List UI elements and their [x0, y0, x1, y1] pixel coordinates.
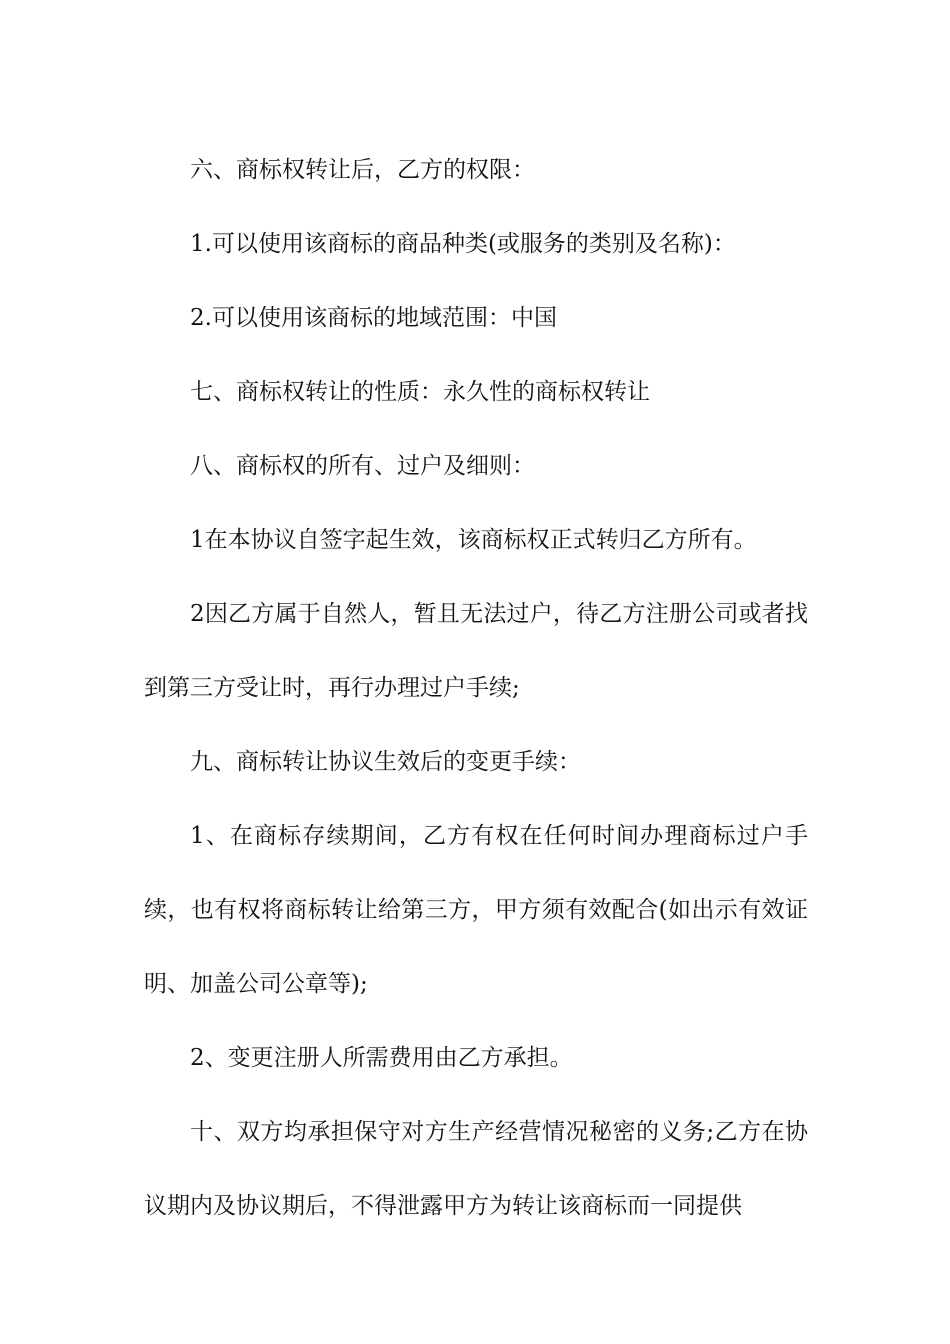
paragraph-section-9-title: 九、商标转让协议生效后的变更手续： [190, 749, 581, 775]
paragraph-section-7-title: 七、商标权转让的性质：永久性的商标权转让 [190, 379, 650, 405]
paragraph-section-6-title: 六、商标权转让后，乙方的权限： [190, 157, 535, 183]
paragraph-9-2: 2、变更注册人所需费用由乙方承担。 [190, 1045, 573, 1071]
paragraph-8-2: 2因乙方属于自然人，暂且无法过户，待乙方注册公司或者找到第三方受让时，再行办理过户手续; [144, 601, 808, 701]
paragraph-section-8-title: 八、商标权的所有、过户及细则： [190, 453, 535, 479]
paragraph-6-1: 1.可以使用该商标的商品种类(或服务的类别及名称)： [190, 231, 736, 257]
paragraph-8-1: 1在本协议自签字起生效，该商标权正式转归乙方所有。 [190, 527, 757, 553]
paragraph-9-1: 1、在商标存续期间，乙方有权在任何时间办理商标过户手续，也有权将商标转让给第三方，甲方须有效配合(如出示有效证明、加盖公司公章等); [144, 823, 808, 997]
paragraph-6-2: 2.可以使用该商标的地域范围：中国 [190, 305, 557, 331]
paragraph-section-10: 十、双方均承担保守对方生产经营情况秘密的义务;乙方在协议期内及协议期后，不得泄露甲方为转让该商标而一同提供 [144, 1119, 808, 1219]
document-body [144, 133, 808, 1243]
